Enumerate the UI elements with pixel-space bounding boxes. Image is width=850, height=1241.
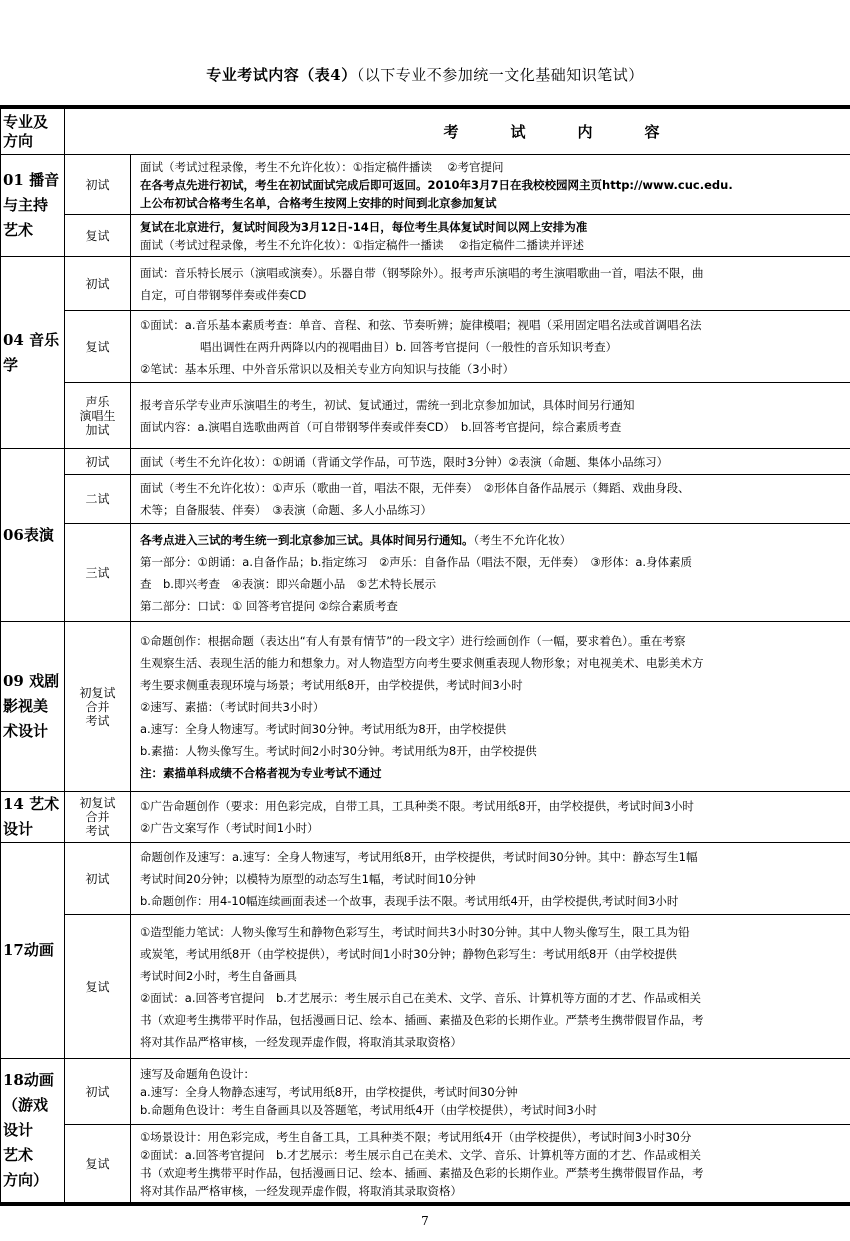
content-line: 注：素描单科成绩不合格者视为专业考试不通过	[140, 765, 382, 780]
content-line: 术等；自备服装、伴奏） ③表演（命题、多人小品练习）	[140, 503, 433, 517]
table-row	[1, 792, 850, 843]
content-cell	[131, 843, 850, 915]
content-line: 面试：音乐特长展示（演唱或演奏）。乐器自带（钢琴除外）。报考声乐演唱的考生演唱歌曲一首，唱法不限，曲	[140, 265, 704, 280]
content-cell	[131, 524, 850, 622]
content-line: 考试时间20分钟；以模特为原型的动态写生1幅，考试时间10分钟	[140, 871, 476, 886]
content-line: 考试时间2小时，考生自备画具	[140, 968, 297, 983]
content-line: ①命题创作：根据命题（表达出“有人有景有情节”的一段文字）进行绘画创作（一幅，要求着色）。重在考察	[140, 633, 686, 648]
content-line: 面试内容：a.演唱自选歌曲两首（可自带钢琴伴奏或伴奏CD） b.回答考官提问，综合素质考查	[140, 419, 622, 434]
page-title	[0, 64, 850, 85]
major-line: 方向）	[3, 1171, 49, 1189]
content-cell	[131, 257, 850, 311]
stage-label: 初试	[65, 257, 131, 311]
content-line: 考生要求侧重表现环境与场景；考试用纸8开，由学校提供，考试时间3小时	[140, 677, 523, 692]
content-line: 面试（考试过程录像，考生不允许化妆）：①指定稿件一播读 ②指定稿件二播读并评述	[140, 237, 585, 252]
content-line: 将对其作品严格审核，一经发现弄虚作假，将取消其录取资格）	[140, 1034, 462, 1049]
content-line: 书（欢迎考生携带平时作品，包括漫画日记、绘本、插画、素描及色彩的长期作业。严禁考生携带假冒作品，考	[140, 1165, 704, 1180]
content-line: 速写及命题角色设计：	[140, 1066, 255, 1081]
content-line: 书（欢迎考生携带平时作品，包括漫画日记、绘本、插画、素描及色彩的长期作业。严禁考生携带假冒作品，考	[140, 1012, 704, 1027]
major-line: 艺术	[3, 1146, 34, 1164]
content-line	[140, 529, 850, 551]
major-line: 18动画	[3, 1071, 54, 1089]
content-cell	[131, 311, 850, 383]
stage-label: 复试	[65, 915, 131, 1059]
content-line: 生观察生活、表现生活的能力和想象力。对人物造型方向考生要求侧重表现人物形象；对电视美术、电影美术方	[140, 655, 704, 670]
stage-label: 复试	[65, 1125, 131, 1203]
table-row	[1, 383, 850, 449]
content-cell	[131, 383, 850, 449]
content-line: 面试（考生不允许化妆）：①声乐（歌曲一首，唱法不限，无伴奏） ②形体自备作品展示（舞蹈、戏曲身段、	[140, 481, 690, 495]
content-line: ②面试：a.回答考官提问 b.才艺展示：考生展示自己在美术、文学、音乐、计算机等方面的才艺、作品或相关	[140, 1147, 701, 1162]
table-row	[1, 475, 850, 524]
table-row	[1, 524, 850, 622]
content-line: a.速写：全身人物速写。考试时间30分钟。考试用纸为8开，由学校提供	[140, 721, 507, 736]
content-line: 面试（考生不允许化妆）：①朗诵（背诵文学作品，可节选，限时3分钟）②表演（命题、集体小品练习）	[140, 454, 669, 469]
header-content: 考试内容	[65, 109, 850, 155]
content-line: 将对其作品严格审核，一经发现弄虚作假，将取消其录取资格）	[140, 1183, 462, 1198]
content-cell	[131, 622, 850, 792]
third-round-notice: 各考点进入三试的考生统一到北京参加三试。具体时间另行通知。	[140, 532, 474, 547]
content-line: 第二部分：口试：① 回答考官提问 ②综合素质考查	[140, 598, 398, 613]
content-line: a.速写：全身人物静态速写，考试用纸8开，由学校提供，考试时间30分钟	[140, 1084, 518, 1099]
content-cell	[131, 1125, 850, 1203]
major-line: （游戏	[3, 1096, 49, 1114]
table-row	[1, 915, 850, 1059]
major-acting: 06表演	[1, 449, 65, 622]
content-line: ②广告文案写作（考试时间1小时）	[140, 821, 319, 835]
content-line: ②笔试：基本乐理、中外音乐常识以及相关专业方向知识与技能（3小时）	[140, 361, 515, 376]
major-broadcast: 01 播音 与主持 艺术	[1, 155, 65, 257]
stage-label: 二试	[65, 475, 131, 524]
content-line: 报考音乐学专业声乐演唱生的考生，初试、复试通过，需统一到北京参加加试，具体时间另行通知	[140, 397, 635, 412]
table-row	[1, 215, 850, 257]
major-music: 04 音乐 学	[1, 257, 65, 449]
content-line: b.命题创作：用4-10幅连续画面表述一个故事，表现手法不限。考试用纸4开，由学校提供,考试时间3小时	[140, 893, 679, 908]
table-row	[1, 1125, 850, 1203]
stage-label: 初复试 合并 考试	[65, 622, 131, 792]
stage-label: 初试	[65, 155, 131, 215]
content-cell	[131, 215, 850, 257]
content-cell	[131, 1059, 850, 1125]
third-round-note: （考生不允许化妆）	[473, 532, 572, 547]
table-row	[1, 311, 850, 383]
title-note: （以下专业不参加统一文化基础知识笔试）	[356, 66, 644, 84]
header-major: 专业及 方向	[1, 109, 65, 155]
content-line: ①造型能力笔试：人物头像写生和静物色彩写生，考试时间共3小时30分钟。其中人物头像写生，限工具为铅	[140, 924, 690, 939]
major-drama: 09 戏剧 影视美 术设计	[1, 622, 65, 792]
content-line: 复试在北京进行，复试时间段为3月12日-14日，每位考生具体复试时间以网上安排为准	[140, 219, 588, 234]
major-artdesign: 14 艺术 设计	[1, 792, 65, 843]
table-row	[1, 449, 850, 475]
table-header-row	[1, 109, 850, 155]
major-animation: 17动画	[1, 843, 65, 1059]
title-bold: 专业考试内容（表4）	[206, 66, 357, 84]
content-line: 上公布初试合格考生名单，合格考生按网上安排的时间到北京参加复试	[140, 195, 497, 210]
content-line: 第一部分：①朗诵：a.自备作品；b.指定练习 ②声乐：自备作品（唱法不限，无伴奏） ③形体：a.身体素质	[140, 554, 693, 569]
content-line: 自定，可自带钢琴伴奏或伴奏CD	[140, 287, 307, 302]
content-line: 面试（考试过程录像，考生不允许化妆）：①指定稿件播读 ②考官提问	[140, 159, 504, 174]
content-line: 在各考点先进行初试，考生在初试面试完成后即可返回。2010年3月7日在我校校园网主页http://www.cuc.edu.	[140, 177, 733, 192]
table-row	[1, 622, 850, 792]
stage-label: 复试	[65, 311, 131, 383]
stage-label: 复试	[65, 215, 131, 257]
content-cell	[131, 792, 850, 843]
content-line: b.素描：人物头像写生。考试时间2小时30分钟。考试用纸为8开，由学校提供	[140, 743, 537, 758]
stage-label: 初复试 合并 考试	[65, 792, 131, 843]
content-line: 查 b.即兴考查 ④表演：即兴命题小品 ⑤艺术特长展示	[140, 576, 437, 591]
exam-table	[0, 105, 850, 1206]
table-row	[1, 1059, 850, 1125]
page-number: 7	[421, 1214, 429, 1228]
stage-label: 声乐 演唱生 加试	[65, 383, 131, 449]
table-row	[1, 155, 850, 215]
content-cell	[131, 449, 850, 475]
content-cell	[131, 475, 850, 524]
major-line: 设计	[3, 1121, 34, 1139]
content-line: ②速写、素描：（考试时间共3小时）	[140, 699, 325, 714]
stage-label: 三试	[65, 524, 131, 622]
content-cell	[131, 915, 850, 1059]
content-cell	[131, 155, 850, 215]
content-line: b.命题角色设计：考生自备画具以及答题笔，考试用纸4开（由学校提供），考试时间3小时	[140, 1102, 597, 1117]
content-line: ①面试：a.音乐基本素质考查：单音、音程、和弦、节奏听辨；旋律模唱；视唱（采用固定唱名法或首调唱名法	[140, 317, 702, 332]
content-line: ①场景设计：用色彩完成，考生自备工具，工具种类不限；考试用纸4开（由学校提供），考试时间3小时30分	[140, 1129, 692, 1144]
content-line: ①广告命题创作（要求：用色彩完成，自带工具，工具种类不限。考试用纸8开，由学校提供，考试时间3小时	[140, 799, 694, 813]
table-row	[1, 257, 850, 311]
content-line: 或炭笔，考试用纸8开（由学校提供），考试时间1小时30分钟；静物色彩写生：考试用纸8开（由学校提供	[140, 946, 677, 961]
content-line: 唱出调性在两升两降以内的视唱曲目）b. 回答考官提问（一般性的音乐知识考查）	[200, 339, 618, 354]
table-row	[1, 843, 850, 915]
stage-label: 初试	[65, 449, 131, 475]
major-game	[1, 1059, 65, 1203]
content-line: 命题创作及速写：a.速写：全身人物速写，考试用纸8开，由学校提供，考试时间30分钟。其中：静态写生1幅	[140, 849, 698, 864]
stage-label: 初试	[65, 1059, 131, 1125]
stage-label: 初试	[65, 843, 131, 915]
content-line: ②面试：a.回答考官提问 b.才艺展示：考生展示自己在美术、文学、音乐、计算机等方面的才艺、作品或相关	[140, 990, 701, 1005]
